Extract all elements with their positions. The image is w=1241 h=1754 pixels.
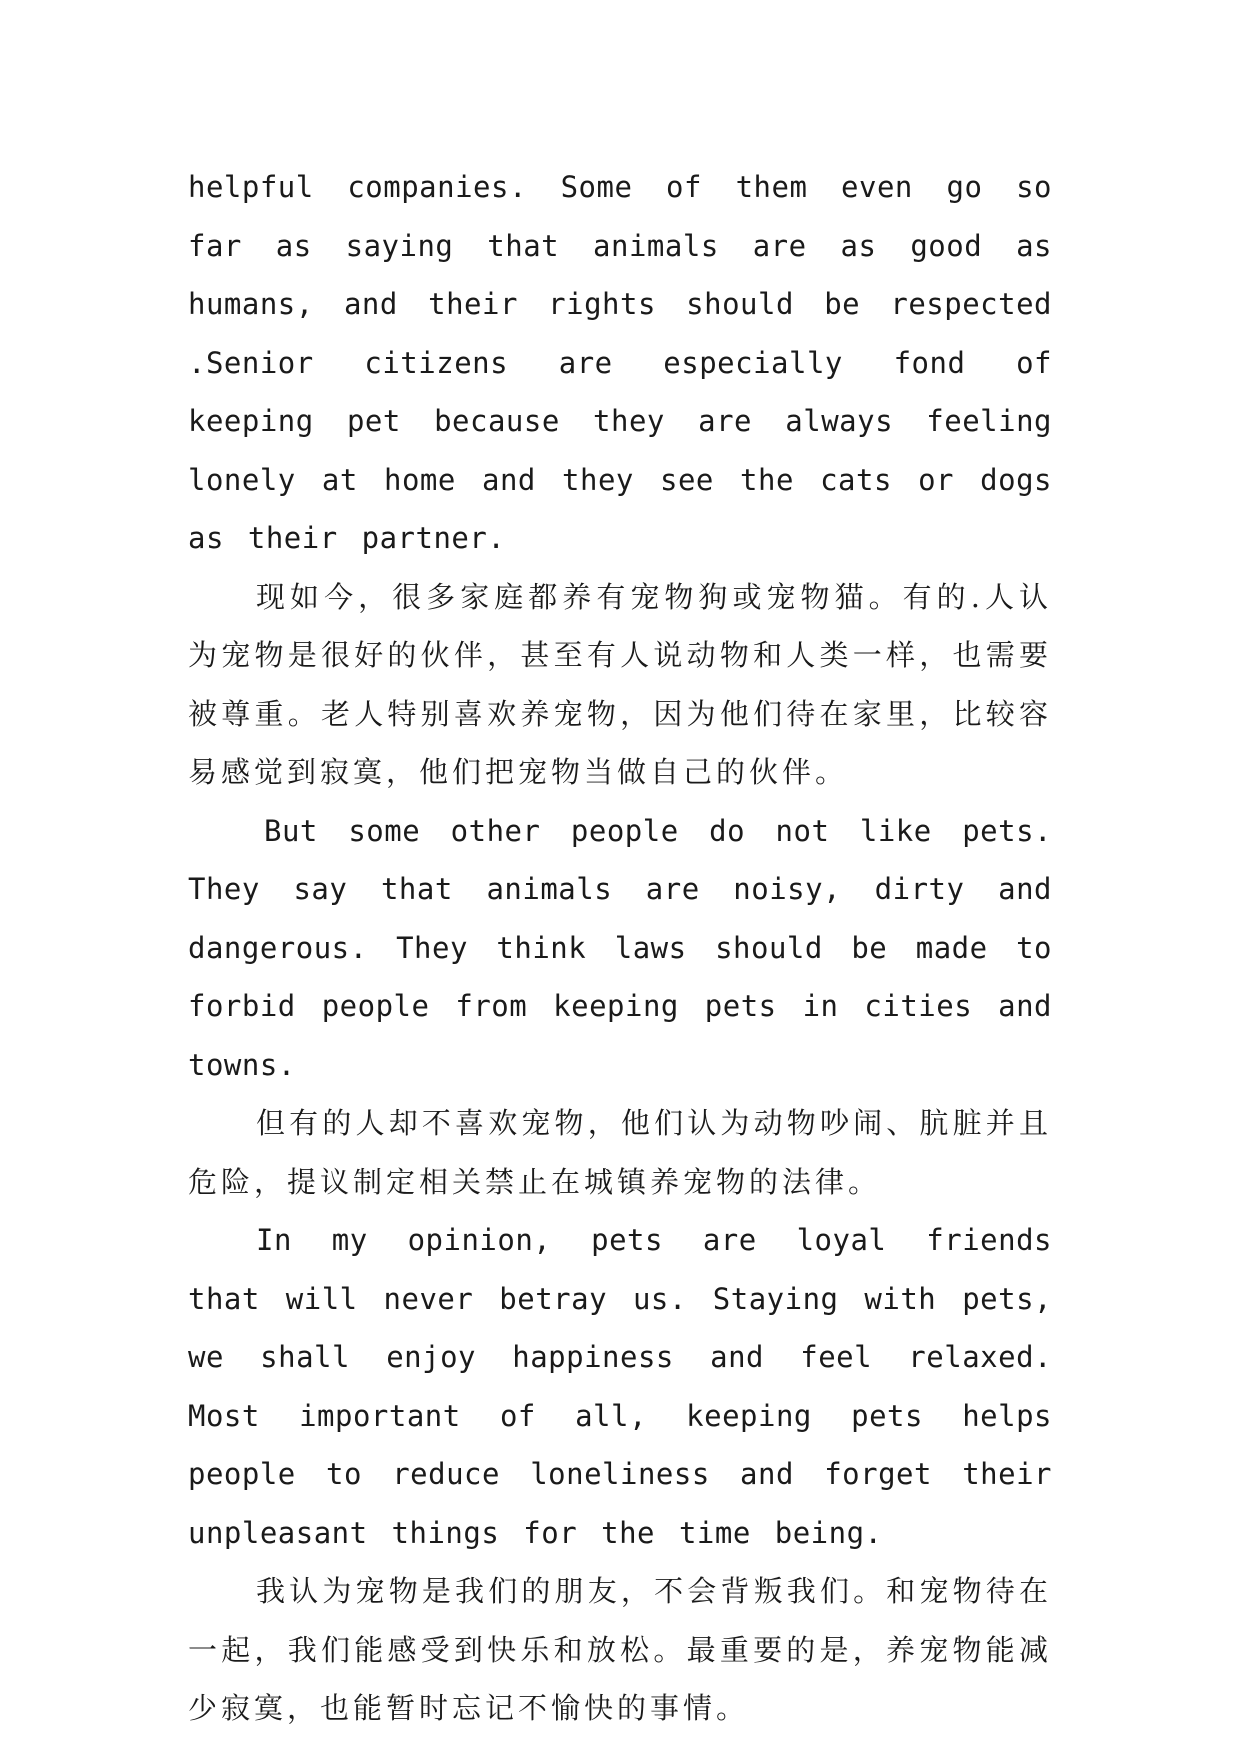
paragraph-zh-2: 但有的人却不喜欢宠物，他们认为动物吵闹、肮脏并且危险，提议制定相关禁止在城镇养宠物的法律。 bbox=[188, 1106, 1052, 1199]
paragraph-en-3: In my opinion, pets are loyal friends that will never betray us. Staying with pets, we shall enjoy happiness and feel relaxed. Most important of all, keeping pets helps people to reduce loneliness and forget their unpleasant things for the time being. bbox=[188, 1223, 1052, 1550]
paragraph-zh-1: 现如今，很多家庭都养有宠物狗或宠物猫。有的.人认为宠物是很好的伙伴，甚至有人说动物和人类一样，也需要被尊重。老人特别喜欢养宠物，因为他们待在家里，比较容易感觉到寂寞，他们把宠物当做自己的伙伴。 bbox=[188, 579, 1052, 789]
paragraph-zh-3: 我认为宠物是我们的朋友，不会背叛我们。和宠物待在一起，我们能感受到快乐和放松。最重要的是，养宠物能减少寂寞，也能暂时忘记不愉快的事情。 bbox=[188, 1574, 1052, 1725]
document-body bbox=[188, 158, 1052, 1738]
paragraph-en-2: But some other people do not like pets. They say that animals are noisy, dirty and dangerous. They think laws should be made to forbid people from keeping pets in cities and towns. bbox=[188, 813, 1052, 1082]
paragraph-en-1: helpful companies. Some of them even go so far as saying that animals are as good as humans, and their rights should be respected .Senior citizens are especially fond of keeping pet because they are always feeling lonely at home and they see the cats or dogs as their partner. bbox=[188, 170, 1052, 555]
